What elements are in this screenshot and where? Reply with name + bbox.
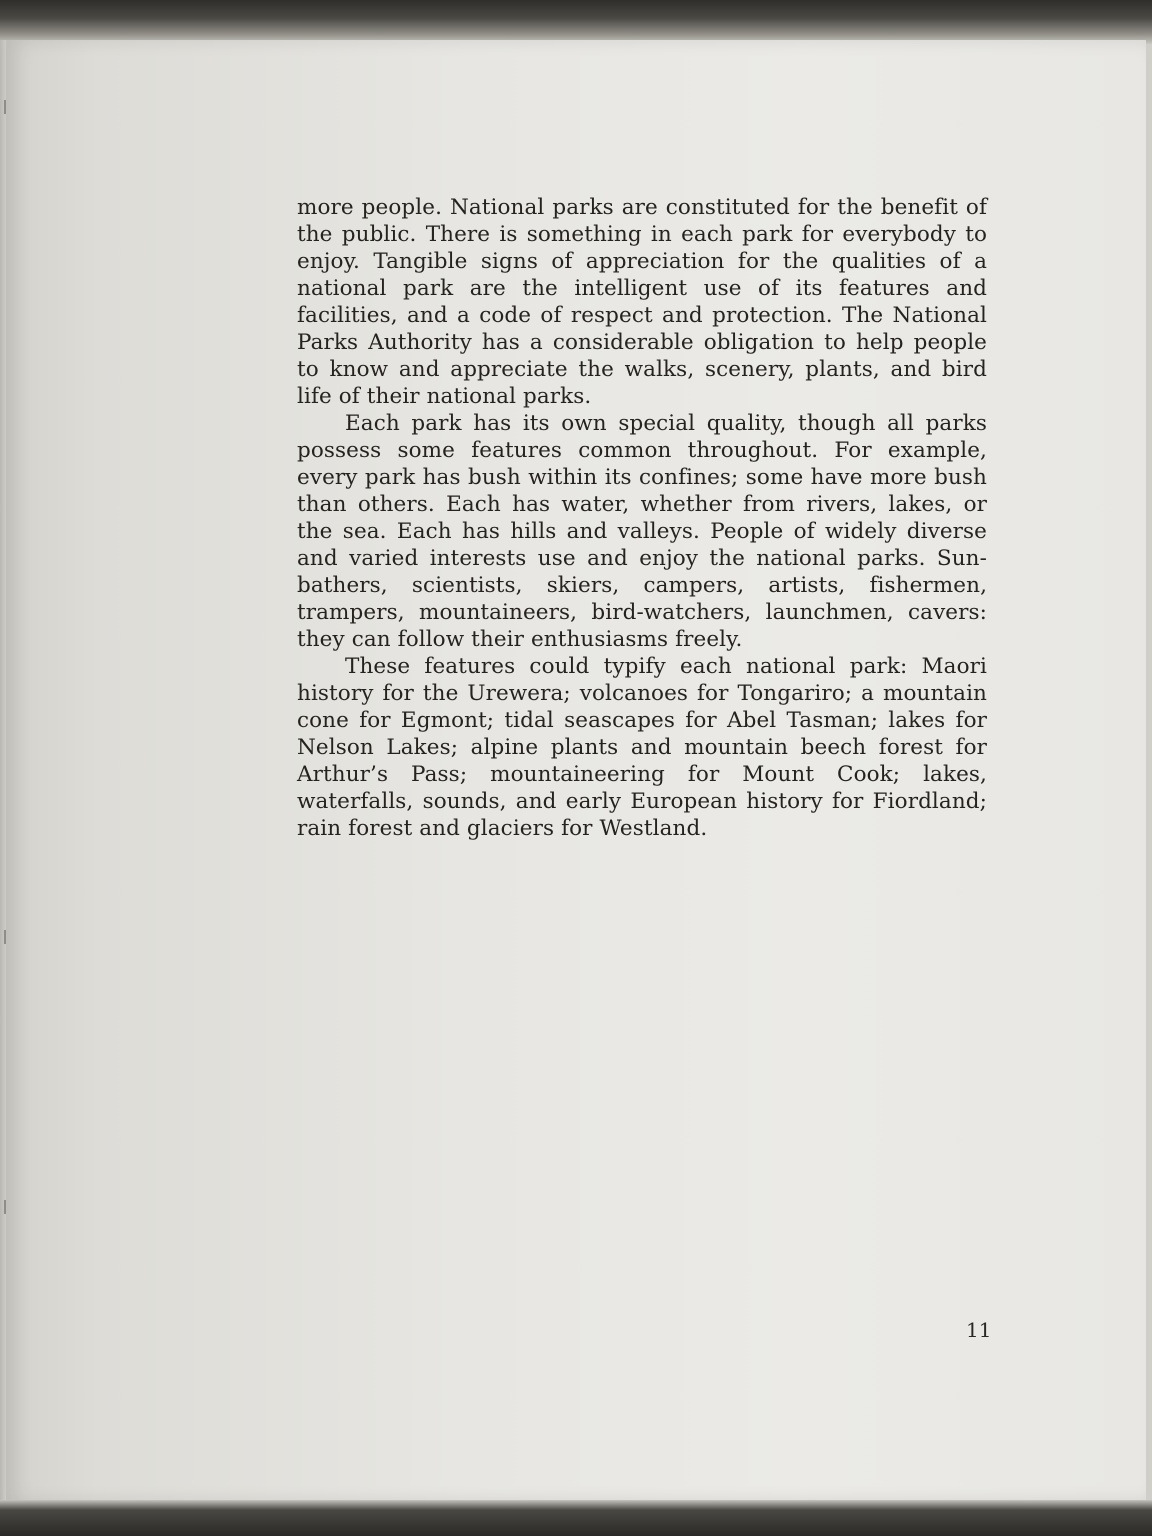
paragraph-1: more people. National parks are constituted for the benefit of the public. There is something in each park for everybody to enjoy. Tangible signs of appreciation for the qualities of a national park are the intelligent use of its features and facilities, and a code of respect and protection. The National Parks Authority has a considerable obligation to help people to know and appreciate the walks, scenery, plants, and bird life of their national parks. bbox=[297, 195, 987, 409]
bottom-page-edge bbox=[0, 1500, 1152, 1536]
paragraph-3: These features could typify each national park: Maori history for the Urewera; volcanoes for Tongariro; a mountain cone for Egmont; tidal seascapes for Abel Tasman; lakes for Nelson Lakes; alpine plants and mountain beech forest for Arthur’s Pass; mountaineering for Mount Cook; lakes, waterfalls, sounds, and early European history for Fiordland; rain forest and glaciers for Westland. bbox=[297, 654, 987, 841]
paragraph-2: Each park has its own special quality, though all parks possess some features common throughout. For example, every park has bush within its confines; some have more bush than others. Each has water, whether from rivers, lakes, or the sea. Each has hills and valleys. People of widely diverse and varied interests use and enjoy the national parks. Sun-bathers, scientists, skiers, campers, artists, fishermen, trampers, mountaineers, bird-watchers, launchmen, cavers: they can follow their enthusiasms freely. bbox=[297, 411, 987, 652]
top-page-edge bbox=[0, 0, 1152, 44]
page-number: 11 bbox=[966, 1318, 992, 1342]
body-text bbox=[297, 194, 987, 842]
